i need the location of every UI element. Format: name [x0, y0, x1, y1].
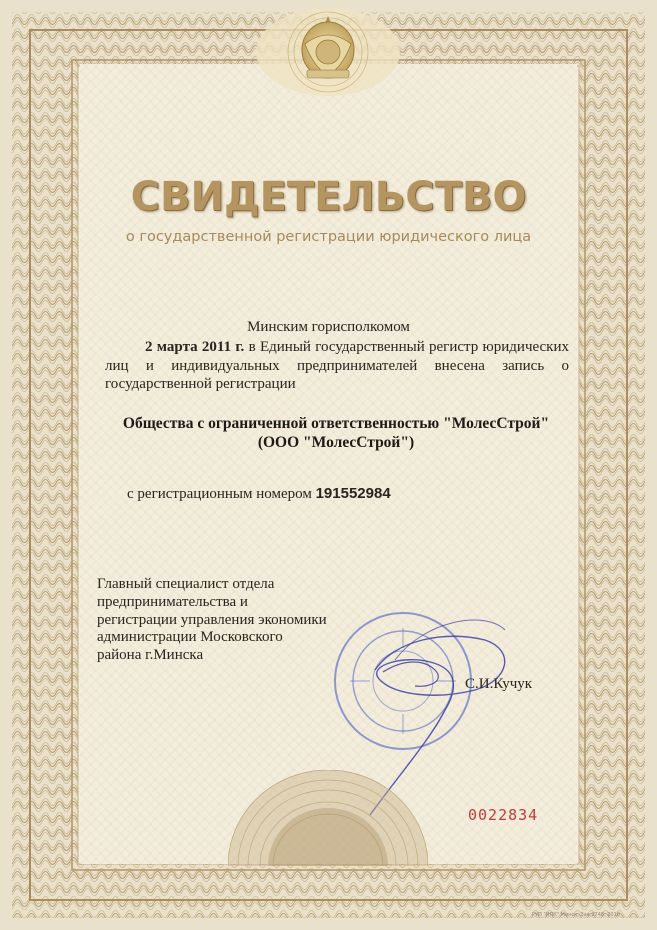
- registration-number: 191552984: [315, 485, 391, 502]
- entity-full-name: Общества с ограниченной ответственностью "МолесСтрой": [122, 415, 550, 432]
- registration-number-label: с регистрационным номером: [127, 486, 316, 502]
- state-emblem-icon: [255, 4, 401, 96]
- issuer-line: Минским горисполкомом: [247, 319, 410, 335]
- signer-name: С.И.Кучук: [465, 676, 533, 692]
- registration-paragraph: [105, 338, 569, 394]
- entity-short-name: (ООО "МолесСтрой"): [257, 434, 415, 451]
- certificate-title: СВИДЕТЕЛЬСТВО: [130, 174, 527, 220]
- certificate-subtitle: о государственной регистрации юридического лица: [125, 229, 532, 245]
- guilloche-rosette-icon: [228, 770, 428, 866]
- registration-date: 2 марта 2011 г.: [145, 339, 245, 355]
- signer-position: Главный специалист отдела предпринимательства и регистрации управления экономики администрации Московского района г.Минска: [97, 576, 327, 664]
- registration-paragraph-text: в Единый государственный регистр юридических лиц и индивидуальных предпринимателей внесена запись о государственной регистрации: [105, 339, 569, 392]
- serial-number: 0022834: [468, 806, 539, 824]
- registration-number-line: [127, 485, 547, 504]
- print-mark: ГУП "ИПК" Минск, Зак.2748. 2010: [532, 912, 620, 918]
- entity-name: [96, 414, 576, 452]
